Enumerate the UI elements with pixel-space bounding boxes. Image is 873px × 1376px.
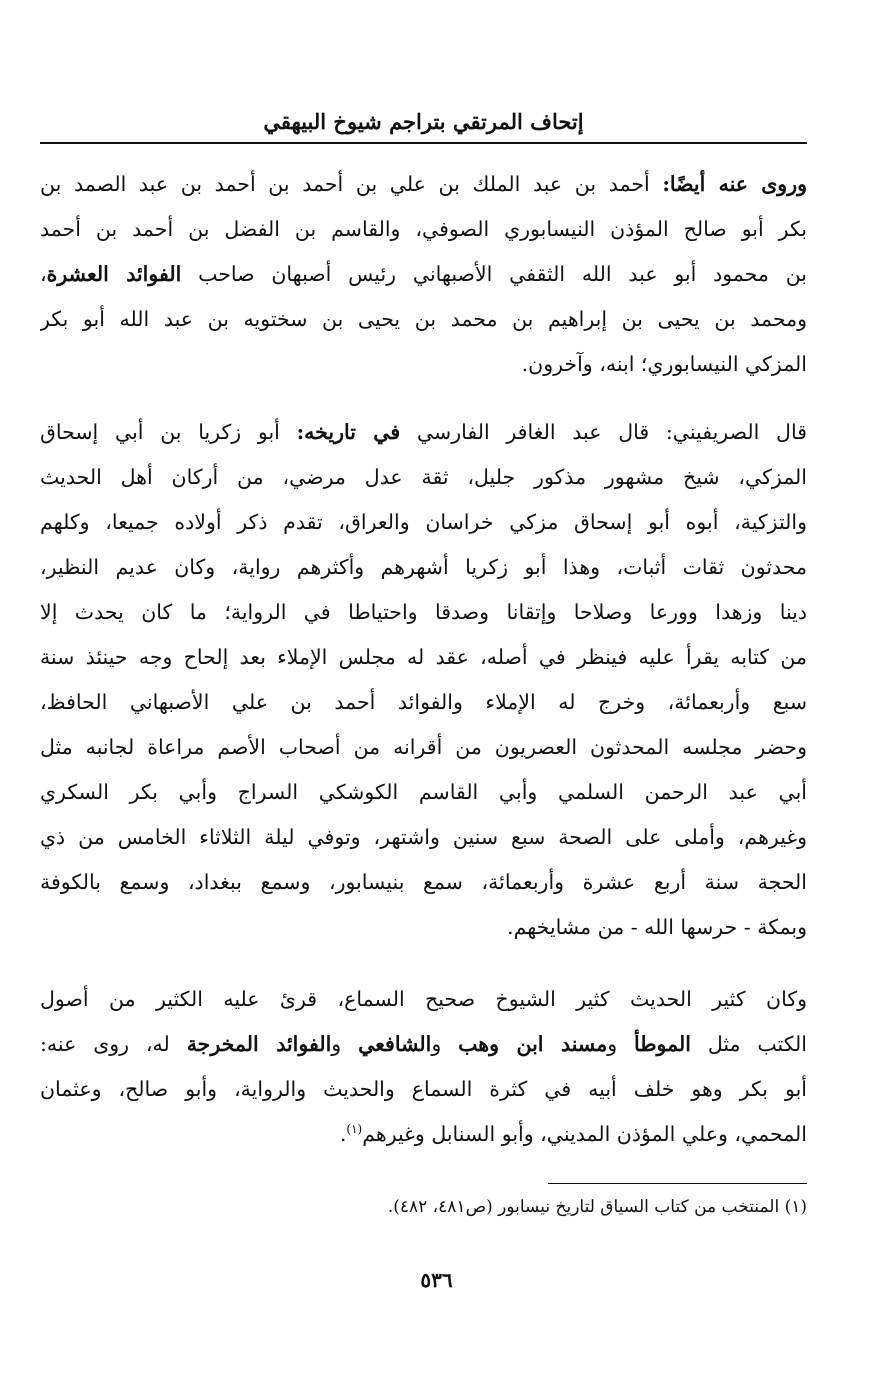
conj-1: و — [607, 1032, 634, 1056]
p1-lead-bold: وروى عنه أيضًا: — [662, 172, 807, 196]
footnote-separator — [548, 1183, 807, 1184]
p2-line-1-text: قال الصريفيني: قال عبد الغافر الفارسي — [400, 420, 807, 444]
p2-line-8: وحضر مجلسه المحدثون العصريون من أقرانه من أصحاب الأصم مراعاة لجانبه مثل — [40, 735, 807, 759]
p2-line-12: وبمكة - حرسها الله - من مشايخهم. — [507, 915, 807, 939]
p2-line-1 — [40, 410, 807, 454]
book-title-muwatta: الموطأ — [634, 1032, 691, 1056]
p3-line-2-text: الكتب مثل — [690, 1032, 807, 1056]
p1-line-5: المزكي النيسابوري؛ ابنه، وآخرون. — [521, 352, 807, 376]
p2-line-3: والتزكية، أبوه أبو إسحاق مزكي خراسان والعراق، تقدم ذكر أولاده جميعا، وكلهم — [40, 510, 807, 534]
book-title-fawaid-ashara: الفوائد العشرة — [46, 262, 182, 286]
footnote-marker[interactable]: (١) — [346, 1122, 363, 1137]
p2-line-6: من كتابه يقرأ عليه فينظر في أصله، عقد له مجلس الإملاء بعد إلحاح وجه حينئذ سنة — [40, 645, 807, 669]
p3-line-2 — [40, 1022, 807, 1066]
p1-line-3-end: ، — [40, 262, 47, 286]
p2-line-4: محدثون ثقات أثبات، وهذا أبو زكريا أشهرهم وأكثرهم رواية، وكان عديم النظير، — [40, 555, 807, 579]
p3-line-4-end: . — [339, 1122, 347, 1146]
p2-line-11: الحجة سنة أربع عشرة وأربعمائة، سمع بنيسابور، وسمع ببغداد، وسمع بالكوفة — [40, 870, 807, 894]
p3-line-1: وكان كثير الحديث كثير الشيوخ صحيح السماع، قرئ عليه الكثير من أصول — [40, 987, 807, 1011]
book-title-shafii: الشافعي — [358, 1032, 432, 1056]
p1-line-3 — [40, 252, 807, 296]
p2-line-5: دينا وزهدا وورعا وصلاحا وإتقانا وصدقا واحتياطا في الرواية؛ ما كان يحدث إلا — [40, 600, 807, 624]
header-rule — [40, 142, 807, 144]
page-number: ٥٣٦ — [420, 1268, 453, 1292]
p2-line-10: وغيرهم، وأملى على الصحة سبع سنين واشتهر، وتوفي ليلة الثلاثاء الخامس من ذي — [40, 825, 807, 849]
book-title-fawaid-mukharraja: الفوائد المخرجة — [186, 1032, 332, 1056]
book-title-musnad-ibn-wahb: مسند ابن وهب — [458, 1032, 608, 1056]
p1-line-1 — [40, 162, 807, 206]
p3-line-4 — [40, 1112, 807, 1156]
running-header-title: إتحاف المرتقي بتراجم شيوخ البيهقي — [263, 109, 584, 134]
p2-line-1-end: أبو زكريا بن أبي إسحاق — [40, 420, 297, 444]
p3-line-2-end: له، روى عنه: — [40, 1032, 187, 1056]
source-fi-tarikhih: في تاريخه: — [296, 420, 401, 444]
p3-line-3: أبو بكر وهو خلف أبيه في كثرة السماع والحديث والرواية، وأبو صالح، وعثمان — [40, 1077, 807, 1101]
p2-line-9: أبي عبد الرحمن السلمي وأبي القاسم الكوشكي السراج وأبي بكر السكري — [40, 780, 807, 804]
p2-line-7: سبع وأربعمائة، وخرج له الإملاء والفوائد أحمد بن علي الأصبهاني الحافظ، — [40, 690, 807, 714]
footnote-1: (١) المنتخب من كتاب السياق لتاريخ نيسابور (ص٤٨١، ٤٨٢). — [387, 1197, 807, 1217]
conj-2: و — [431, 1032, 459, 1056]
p3-line-4-text: المحمي، وعلي المؤذن المديني، وأبو السنابل وغيرهم — [362, 1122, 807, 1146]
p1-line-1-text: أحمد بن عبد الملك بن علي بن أحمد بن أحمد بن عبد الصمد بن — [40, 172, 663, 196]
conj-3: و — [331, 1032, 359, 1056]
p1-line-2: بكر أبو صالح المؤذن النيسابوري الصوفي، والقاسم بن الفضل بن أحمد بن أحمد — [40, 217, 807, 241]
p2-line-2: المزكي، شيخ مشهور مذكور جليل، ثقة عدل مرضي، من أركان أهل الحديث — [40, 465, 807, 489]
p1-line-3-text: بن محمود أبو عبد الله الثقفي الأصبهاني رئيس أصبهان صاحب — [181, 262, 807, 286]
p1-line-4: ومحمد بن يحيى بن إبراهيم بن محمد بن يحيى بن سختويه بن عبد الله أبو بكر — [40, 307, 807, 331]
